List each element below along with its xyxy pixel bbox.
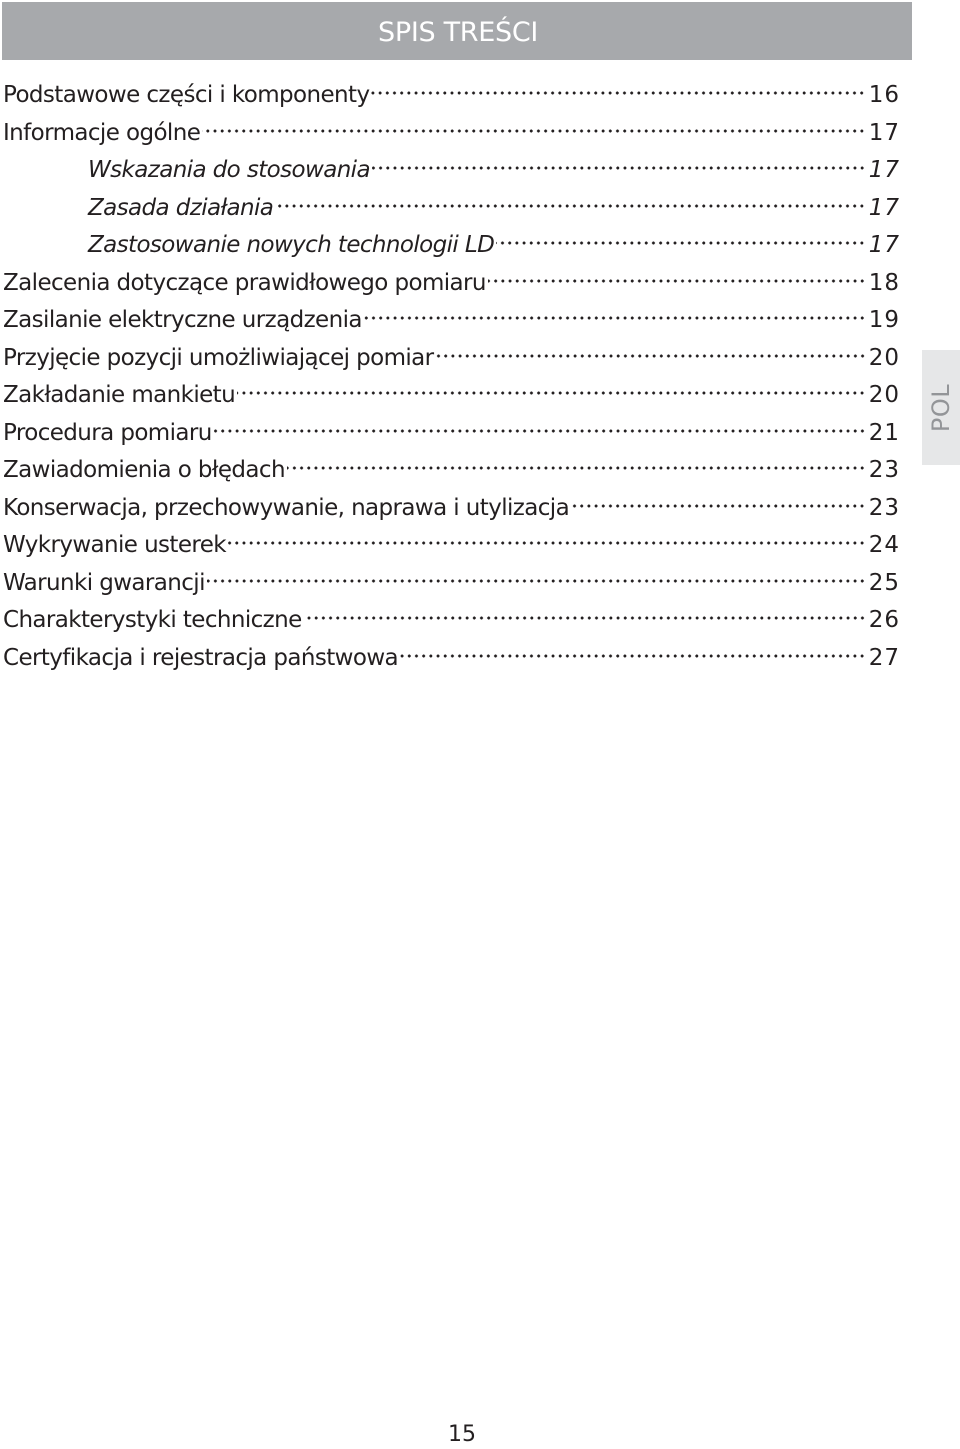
toc-entry-label: Przyjęcie pozycji umożliwiającej pomiar xyxy=(3,344,434,371)
toc-entry[interactable] xyxy=(3,490,900,528)
toc-dot-leader xyxy=(371,91,865,95)
toc-entry-page: 21 xyxy=(868,419,900,446)
toc-entry[interactable] xyxy=(3,602,900,640)
toc-dot-leader xyxy=(237,391,866,395)
toc-entry[interactable] xyxy=(3,565,900,603)
toc-entry-page: 17 xyxy=(868,119,900,146)
toc-dot-leader xyxy=(488,279,866,283)
toc-dot-leader xyxy=(571,504,866,508)
toc-entry-page: 17 xyxy=(868,157,900,183)
toc-entry-label: Wykrywanie usterek xyxy=(3,532,227,558)
toc-entry-label: Charakterystyki techniczne xyxy=(3,607,302,633)
toc-dot-leader xyxy=(275,204,865,208)
toc-dot-leader xyxy=(436,354,866,358)
toc-dot-leader xyxy=(287,466,866,470)
toc-entry-label: Zastosowanie nowych technologii LD xyxy=(88,232,495,258)
toc-dot-leader xyxy=(496,241,865,245)
toc-entry-page: 23 xyxy=(868,494,900,521)
toc-entry-page: 18 xyxy=(868,269,900,296)
page-title: SPIS TREŚCI xyxy=(378,17,539,48)
toc-entry-page: 20 xyxy=(868,344,900,371)
toc-entry-label: Zasilanie elektryczne urządzenia xyxy=(3,307,362,333)
toc-entry-page: 17 xyxy=(868,232,900,258)
toc-subentry[interactable] xyxy=(3,152,900,190)
toc-entry-label: Zawiadomienia o błędach xyxy=(3,457,285,483)
language-tab xyxy=(922,350,960,465)
toc-entry[interactable] xyxy=(3,640,900,678)
toc-dot-leader xyxy=(214,429,866,433)
toc-entry-label: Zalecenia dotyczące prawidłowego pomiaru xyxy=(3,269,486,296)
page-number: 15 xyxy=(448,1422,476,1447)
toc-entry-page: 27 xyxy=(868,644,900,671)
toc-dot-leader xyxy=(304,616,866,620)
toc-entry-label: Informacje ogólne xyxy=(3,119,201,146)
toc-entry-label: Certyfikacja i rejestracja państwowa xyxy=(3,644,399,671)
toc-entry[interactable] xyxy=(3,302,900,340)
toc-entry[interactable] xyxy=(3,265,900,303)
toc-entry-label: Zakładanie mankietu xyxy=(3,382,236,408)
toc-subentry[interactable] xyxy=(3,227,900,265)
toc-entry-page: 26 xyxy=(868,607,900,633)
toc-dot-leader xyxy=(207,579,866,583)
toc-entry-label: Warunki gwarancji xyxy=(3,569,205,596)
toc-entry-page: 24 xyxy=(868,532,900,558)
toc-entry[interactable] xyxy=(3,527,900,565)
toc-entry-label: Procedura pomiaru xyxy=(3,419,212,446)
toc-subentry[interactable] xyxy=(3,190,900,228)
header-bar xyxy=(2,2,912,60)
toc-entry-page: 19 xyxy=(868,307,900,333)
toc-entry-label: Zasada działania xyxy=(88,194,274,221)
toc-entry[interactable] xyxy=(3,340,900,378)
toc-entry-page: 16 xyxy=(868,82,900,108)
toc-entry[interactable] xyxy=(3,77,900,115)
toc-entry-label: Podstawowe części i komponenty xyxy=(3,82,370,108)
toc-entry-page: 25 xyxy=(868,569,900,596)
toc-entry[interactable] xyxy=(3,115,900,153)
toc-entry-page: 20 xyxy=(868,382,900,408)
toc-entry[interactable] xyxy=(3,415,900,453)
toc-entry[interactable] xyxy=(3,452,900,490)
toc-entry[interactable] xyxy=(3,377,900,415)
toc-dot-leader xyxy=(372,166,866,170)
language-tab-label: POL xyxy=(927,383,955,432)
toc-entry-page: 17 xyxy=(868,194,900,221)
toc-entry-page: 23 xyxy=(868,457,900,483)
toc-dot-leader xyxy=(202,129,865,133)
toc-dot-leader xyxy=(400,654,866,658)
table-of-contents xyxy=(3,77,900,677)
toc-dot-leader xyxy=(228,541,866,545)
toc-entry-label: Konserwacja, przechowywanie, naprawa i utylizacja xyxy=(3,494,570,521)
toc-entry-label: Wskazania do stosowania xyxy=(88,157,370,183)
toc-dot-leader xyxy=(364,316,866,320)
